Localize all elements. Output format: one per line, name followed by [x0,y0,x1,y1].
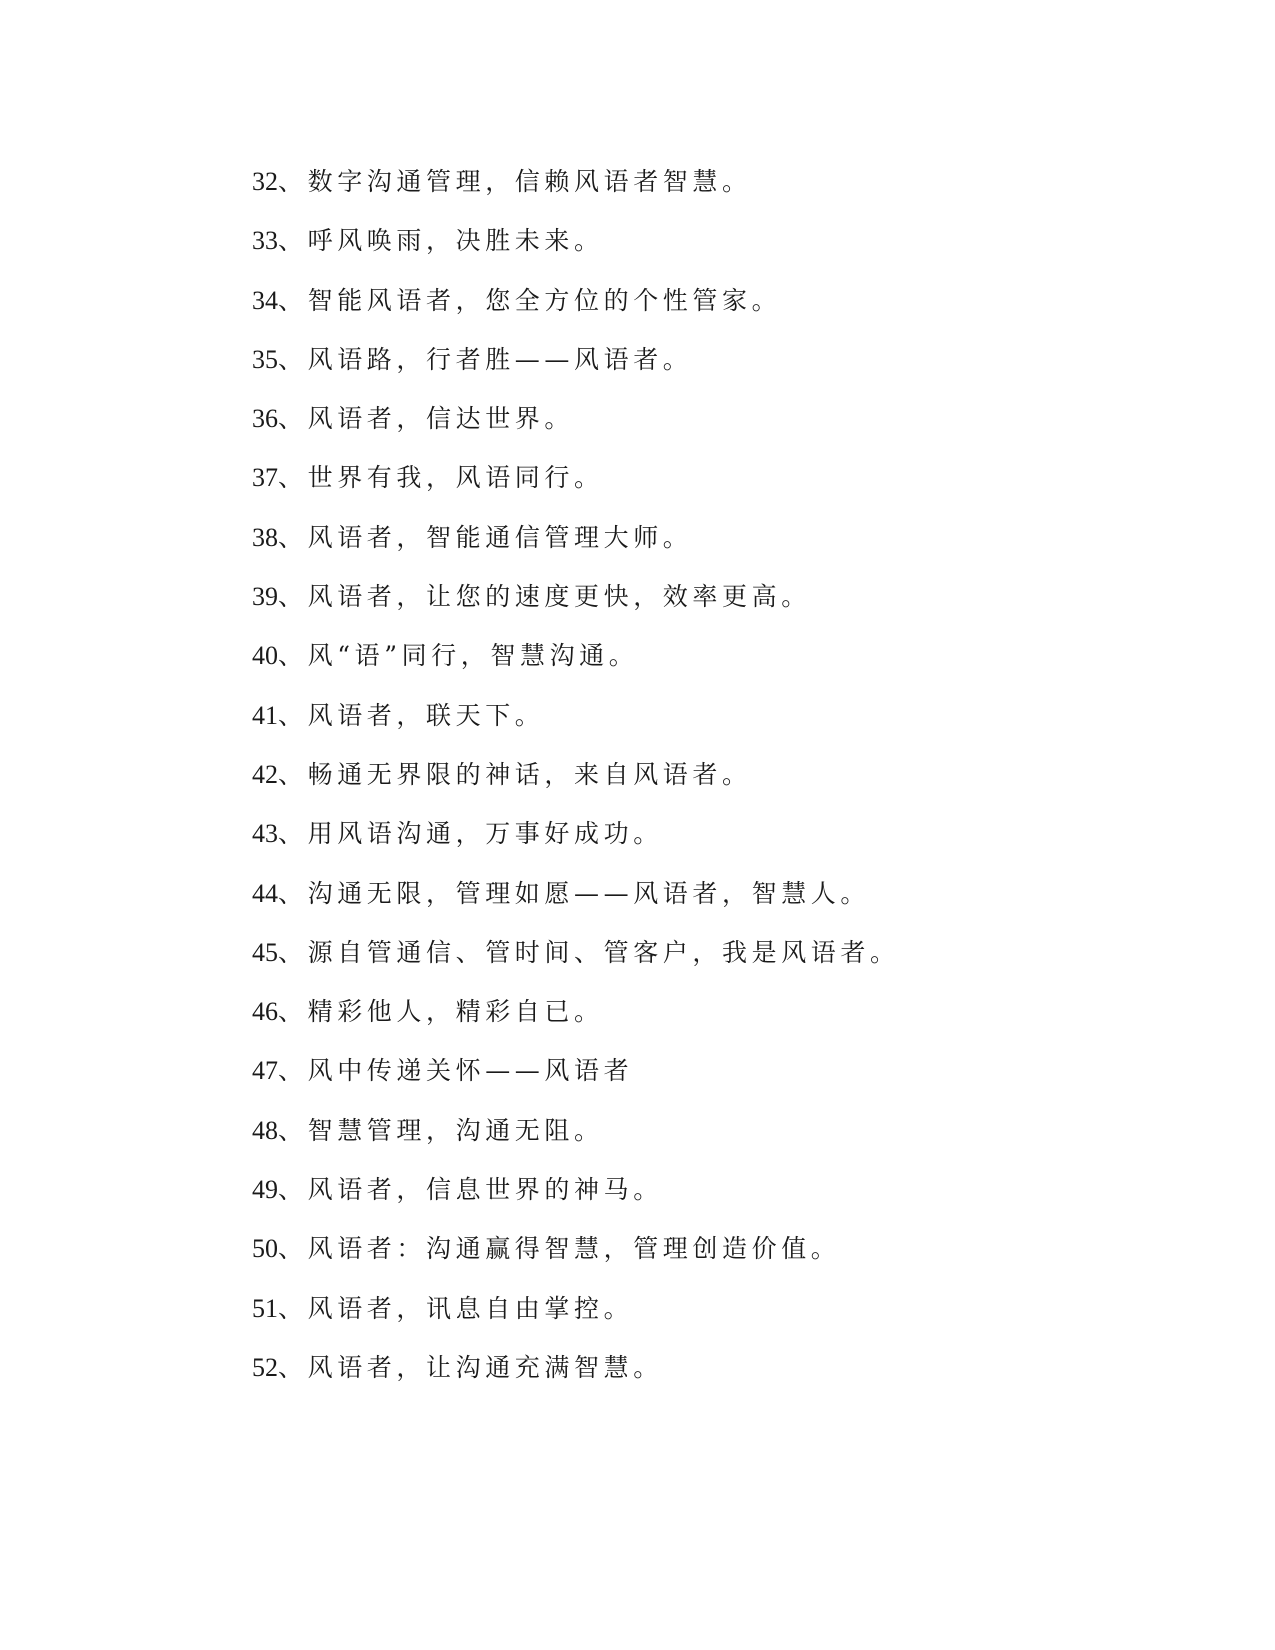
slogan-number: 48 [252,1115,278,1145]
slogan-number: 52 [252,1352,278,1382]
slogan-separator: 、 [278,1234,308,1264]
slogan-text: 风语路，行者胜——风语者。 [307,344,693,374]
slogan-item-45 [252,934,1152,993]
slogan-number: 33 [252,226,278,256]
slogan-item-47 [252,1052,1152,1111]
slogan-item-37 [252,459,1152,518]
slogan-item-38 [252,519,1152,578]
slogan-separator: 、 [278,641,308,671]
slogan-text: 风语者，让您的速度更快，效率更高。 [307,582,811,612]
slogan-separator: 、 [278,1115,308,1145]
slogan-number: 43 [252,819,278,849]
slogan-number: 49 [252,1175,278,1205]
slogan-list [252,163,1152,1408]
slogan-text: 风“语”同行，智慧沟通。 [307,641,639,671]
slogan-item-49 [252,1171,1152,1230]
slogan-number: 39 [252,582,278,612]
slogan-number: 41 [252,700,278,730]
slogan-item-32 [252,163,1152,222]
slogan-item-48 [252,1112,1152,1171]
slogan-item-35 [252,341,1152,400]
slogan-text: 风语者，信达世界。 [307,404,575,434]
slogan-text: 精彩他人，精彩自已。 [307,997,604,1027]
slogan-item-43 [252,815,1152,874]
slogan-item-51 [252,1290,1152,1349]
slogan-separator: 、 [278,1352,308,1382]
slogan-text: 风语者：沟通赢得智慧，管理创造价值。 [307,1234,841,1264]
slogan-separator: 、 [278,997,308,1027]
slogan-number: 50 [252,1234,278,1264]
slogan-text: 用风语沟通，万事好成功。 [307,819,663,849]
slogan-separator: 、 [278,226,308,256]
slogan-separator: 、 [278,759,308,789]
slogan-number: 47 [252,1056,278,1086]
slogan-number: 36 [252,404,278,434]
slogan-number: 40 [252,641,278,671]
slogan-item-42 [252,756,1152,815]
slogan-text: 智能风语者，您全方位的个性管家。 [307,285,782,315]
slogan-text: 风语者，讯息自由掌控。 [307,1293,634,1323]
slogan-text: 数字沟通管理，信赖风语者智慧。 [307,167,752,196]
slogan-separator: 、 [278,1175,308,1205]
slogan-text: 源自管通信、管时间、管客户，我是风语者。 [307,937,900,967]
slogan-item-46 [252,993,1152,1052]
slogan-number: 38 [252,522,278,552]
slogan-number: 32 [252,167,278,196]
slogan-separator: 、 [278,285,308,315]
slogan-number: 51 [252,1293,278,1323]
slogan-item-36 [252,400,1152,459]
slogan-text: 风语者，智能通信管理大师。 [307,522,693,552]
slogan-text: 世界有我，风语同行。 [307,463,604,493]
slogan-number: 37 [252,463,278,493]
slogan-number: 44 [252,878,278,908]
slogan-item-39 [252,578,1152,637]
slogan-item-33 [252,222,1152,281]
slogan-separator: 、 [278,937,308,967]
slogan-text: 畅通无界限的神话，来自风语者。 [307,759,752,789]
slogan-text: 风中传递关怀——风语者 [307,1056,634,1086]
slogan-text: 风语者，联天下。 [307,700,545,730]
slogan-separator: 、 [278,878,308,908]
slogan-text: 风语者，让沟通充满智慧。 [307,1352,663,1382]
slogan-separator: 、 [278,1293,308,1323]
slogan-separator: 、 [278,463,308,493]
slogan-number: 45 [252,937,278,967]
slogan-separator: 、 [278,582,308,612]
slogan-text: 沟通无限，管理如愿——风语者，智慧人。 [307,878,871,908]
slogan-number: 46 [252,997,278,1027]
slogan-item-50 [252,1230,1152,1289]
slogan-text: 智慧管理，沟通无阻。 [307,1115,604,1145]
slogan-separator: 、 [278,167,308,196]
slogan-separator: 、 [278,404,308,434]
slogan-separator: 、 [278,344,308,374]
slogan-item-52 [252,1349,1152,1408]
slogan-item-44 [252,875,1152,934]
slogan-item-41 [252,697,1152,756]
slogan-item-34 [252,282,1152,341]
slogan-number: 42 [252,759,278,789]
slogan-separator: 、 [278,819,308,849]
slogan-item-40 [252,637,1152,696]
slogan-number: 35 [252,344,278,374]
slogan-separator: 、 [278,1056,308,1086]
slogan-separator: 、 [278,522,308,552]
slogan-text: 风语者，信息世界的神马。 [307,1175,663,1205]
slogan-separator: 、 [278,700,308,730]
slogan-text: 呼风唤雨，决胜未来。 [307,226,604,256]
slogan-number: 34 [252,285,278,315]
